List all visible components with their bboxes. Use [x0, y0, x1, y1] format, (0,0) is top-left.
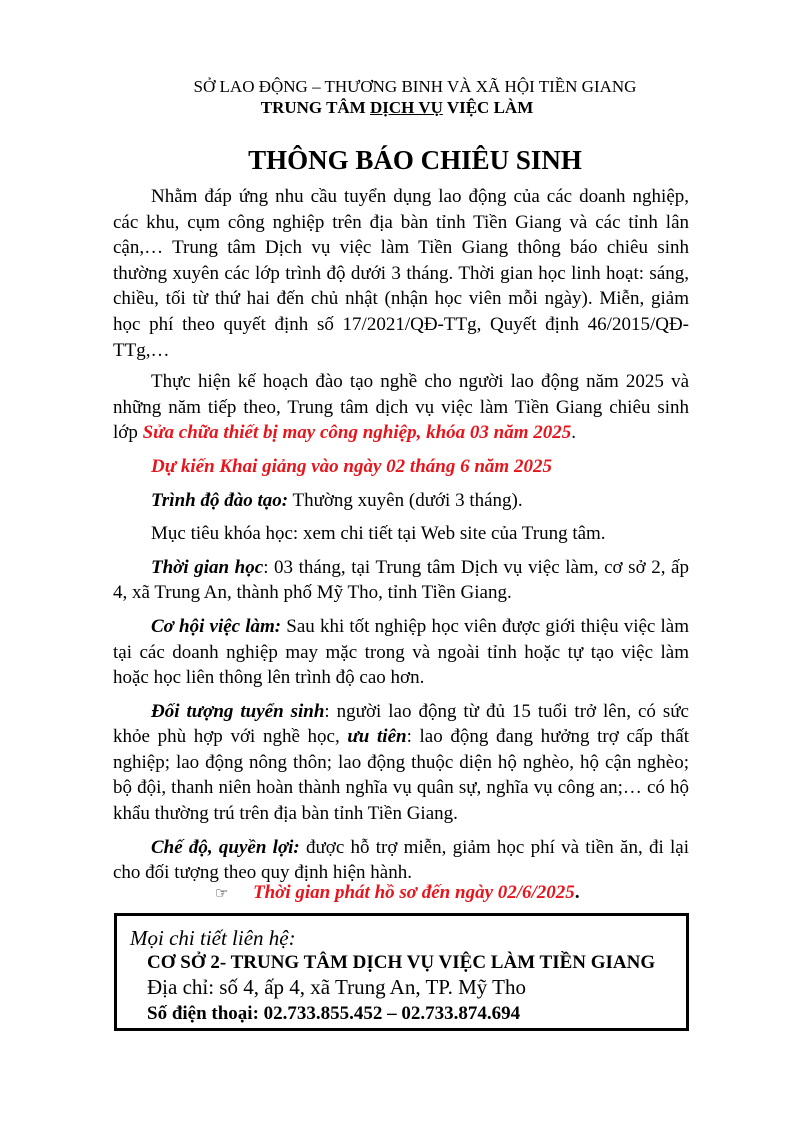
opening-paragraph	[113, 454, 689, 480]
target-paragraph	[113, 699, 689, 827]
contact-address: Địa chỉ: số 4, ấp 4, xã Trung An, TP. Mỹ Tho	[147, 975, 527, 999]
notice-body	[113, 184, 689, 894]
department-name: SỞ LAO ĐỘNG – THƯƠNG BINH VÀ XÃ HỘI TIỀN GIANG	[193, 77, 637, 96]
duration-value: : 03 tháng, tại Trung tâm Dịch vụ việc làm, cơ sở 2, ấp 4, xã Trung An, thành phố Mỹ Tho, tỉnh Tiền Giang.	[113, 556, 689, 604]
target-value-2: : lao động đang hưởng trợ cấp thất nghiệp; lao động nông thôn; lao động thuộc diện hộ nghèo, hộ cận nghèo; bộ đội, thanh niên hoàn thành nghĩa vụ quân sự, nghĩa vụ công an;… có hộ khẩu thường trú trên địa bàn tỉnh Tiền Giang.	[113, 726, 689, 825]
center-name	[0, 97, 794, 119]
contact-org: CƠ SỞ 2- TRUNG TÂM DỊCH VỤ VIỆC LÀM TIỀN GIANG	[147, 952, 656, 973]
duration-paragraph	[113, 555, 689, 606]
opportunity-paragraph	[113, 614, 689, 691]
deadline-end: .	[574, 882, 580, 903]
plan-paragraph	[113, 369, 689, 446]
level-label: Trình độ đào tạo:	[151, 489, 289, 511]
center-name-post: VIỆC LÀM	[442, 98, 534, 117]
deadline-text: Thời gian phát hồ sơ đến ngày 02/6/2025	[253, 882, 575, 903]
contact-phone: Số điện thoại: 02.733.855.452 – 02.733.874.694	[147, 1003, 521, 1024]
target-value-1: : người lao động từ đủ 15 tuổi trở lên, có sức khỏe phù hợp với nghề học,	[113, 700, 689, 748]
deadline-line	[215, 880, 580, 907]
priority-label: ưu tiên	[347, 726, 407, 748]
plan-end: .	[571, 422, 576, 444]
contact-heading: Mọi chi tiết liên hệ:	[130, 926, 296, 950]
benefits-label: Chế độ, quyền lợi:	[151, 836, 300, 858]
center-name-underlined: DỊCH VỤ	[369, 98, 443, 117]
benefits-paragraph	[113, 835, 689, 886]
contact-box	[114, 913, 689, 1031]
page-title: THÔNG BÁO CHIÊU SINH	[248, 145, 582, 175]
level-paragraph	[113, 488, 689, 514]
duration-label: Thời gian học	[151, 556, 264, 578]
objective-paragraph: Mục tiêu khóa học: xem chi tiết tại Web site của Trung tâm.	[151, 523, 606, 545]
plan-text: Thực hiện kế hoạch đào tạo nghề cho người lao động năm 2025 và những năm tiếp theo, Trung tâm dịch vụ việc làm Tiền Giang chiêu sinh lớp	[113, 371, 689, 444]
target-label: Đối tượng tuyển sinh	[151, 700, 325, 722]
benefits-value: được hỗ trợ miễn, giảm học phí và tiền ăn, đi lại cho đối tượng theo quy định hiện hành.	[113, 836, 689, 884]
opportunity-label: Cơ hội việc làm:	[151, 615, 282, 637]
level-value: Thường xuyên (dưới 3 tháng).	[288, 489, 523, 511]
pointing-hand-icon: ☞	[215, 886, 229, 902]
course-name: Sửa chữa thiết bị may công nghiệp, khóa 03 năm 2025	[142, 422, 572, 444]
intro-paragraph: Nhằm đáp ứng nhu cầu tuyển dụng lao động của các doanh nghiệp, các khu, cụm công nghiệp trên địa bàn tỉnh Tiền Giang và các tỉnh lân cận,… Trung tâm Dịch vụ việc làm Tiền Giang thông báo chiêu sinh thường xuyên các lớp trình độ dưới 3 tháng. Thời gian học linh hoạt: sáng, chiều, tối từ thứ hai đến chủ nhật (nhận học viên mỗi ngày). Miễn, giảm học phí theo quyết định số 17/2021/QĐ-TTg, Quyết định 46/2015/QĐ-TTg,…	[113, 186, 689, 361]
opening-date: Dự kiến Khai giảng vào ngày 02 tháng 6 năm 2025	[151, 455, 552, 477]
center-name-pre: TRUNG TÂM	[260, 98, 370, 117]
opportunity-value: Sau khi tốt nghiệp học viên được giới thiệu việc làm tại các doanh nghiệp may mặc trong và ngoài tỉnh hoặc tự tạo việc làm hoặc học liên thông lên trình độ cao hơn.	[113, 615, 690, 689]
